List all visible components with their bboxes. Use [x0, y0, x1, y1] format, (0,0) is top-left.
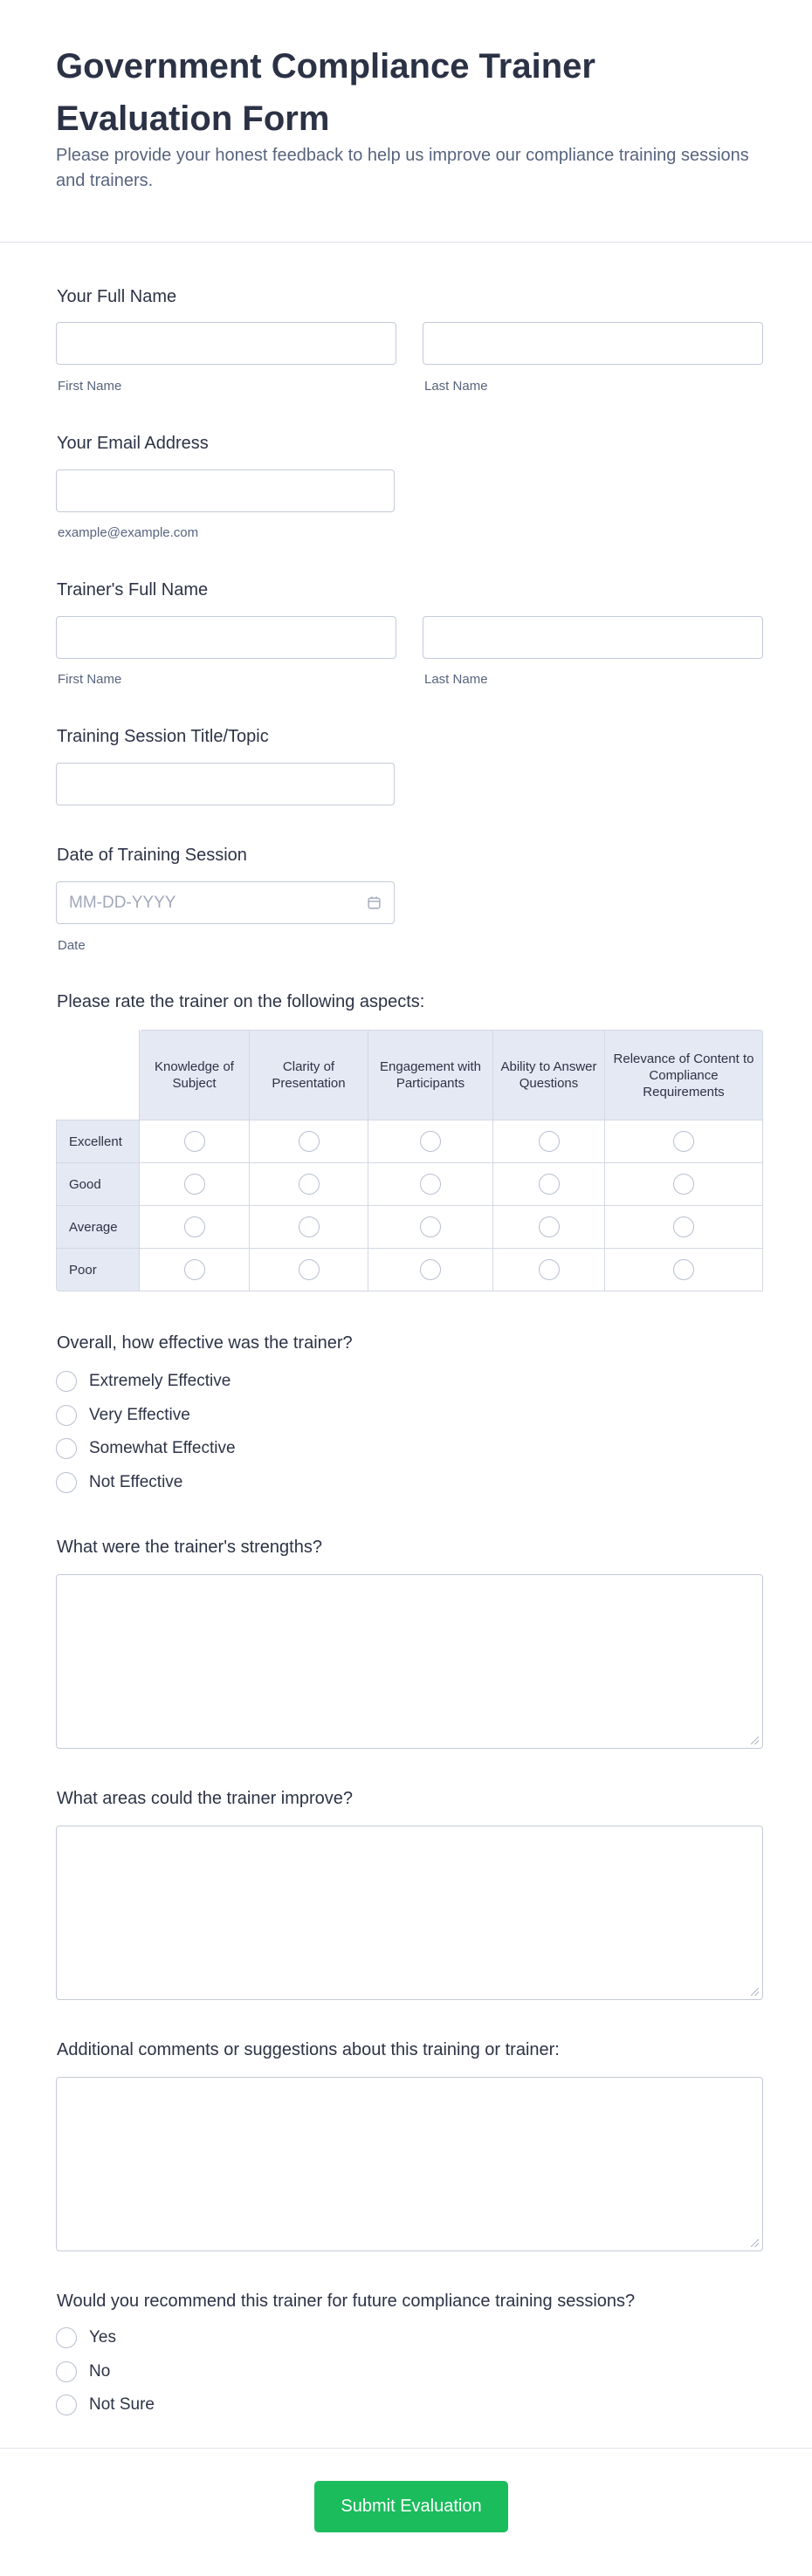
- effectiveness-label: Overall, how effective was the trainer?: [57, 1333, 353, 1353]
- rating-label: Please rate the trainer on the following aspects:: [57, 992, 425, 1011]
- radio-button[interactable]: [56, 1371, 77, 1392]
- header-divider: [0, 242, 812, 243]
- matrix-cell: [140, 1249, 250, 1291]
- matrix-row: [56, 1120, 763, 1163]
- radio-button[interactable]: [56, 2327, 77, 2348]
- option-label: Extremely Effective: [89, 1372, 231, 1390]
- effectiveness-option[interactable]: [56, 1438, 236, 1459]
- full-name-label: Your Full Name: [57, 287, 177, 306]
- recommend-label: Would you recommend this trainer for future compliance training sessions?: [57, 2292, 636, 2311]
- matrix-cell: [493, 1163, 605, 1206]
- matrix-cell: [493, 1120, 605, 1163]
- matrix-radio[interactable]: [184, 1216, 205, 1237]
- first-name-sublabel: First Name: [58, 379, 122, 394]
- matrix-radio[interactable]: [299, 1216, 320, 1237]
- matrix-cell: [605, 1206, 763, 1249]
- matrix-radio[interactable]: [539, 1174, 560, 1195]
- email-label: Your Email Address: [57, 434, 209, 453]
- trainer-name-label: Trainer's Full Name: [57, 580, 209, 599]
- matrix-radio[interactable]: [299, 1131, 320, 1152]
- matrix-column-header: Knowledge of Subject: [140, 1030, 250, 1120]
- matrix-cell: [368, 1206, 493, 1249]
- calendar-icon[interactable]: [367, 895, 382, 910]
- option-label: Not Sure: [89, 2395, 155, 2414]
- radio-button[interactable]: [56, 2361, 77, 2382]
- matrix-radio[interactable]: [673, 1174, 694, 1195]
- option-label: No: [89, 2361, 111, 2381]
- submit-button[interactable]: Submit Evaluation: [314, 2481, 508, 2532]
- matrix-cell: [605, 1120, 763, 1163]
- matrix-radio[interactable]: [420, 1216, 441, 1237]
- date-placeholder: MM-DD-YYYY: [69, 894, 176, 912]
- matrix-cell: [140, 1120, 250, 1163]
- effectiveness-option[interactable]: [56, 1371, 231, 1392]
- strengths-label: What were the trainer's strengths?: [57, 1538, 322, 1557]
- matrix-cell: [605, 1163, 763, 1206]
- last-name-input[interactable]: [423, 322, 763, 365]
- matrix-row: [56, 1206, 763, 1249]
- resize-handle[interactable]: [751, 1988, 759, 1996]
- trainer-last-name-sublabel: Last Name: [424, 672, 488, 687]
- matrix-radio[interactable]: [673, 1216, 694, 1237]
- comments-label: Additional comments or suggestions about this training or trainer:: [57, 2040, 560, 2059]
- matrix-cell: [140, 1206, 250, 1249]
- email-input[interactable]: [56, 469, 395, 512]
- matrix-cell: [368, 1120, 493, 1163]
- last-name-sublabel: Last Name: [424, 379, 488, 394]
- first-name-input[interactable]: [56, 322, 396, 365]
- matrix-row: [56, 1163, 763, 1206]
- matrix-cell: [250, 1206, 368, 1249]
- session-title-label: Training Session Title/Topic: [57, 727, 269, 746]
- matrix-row-label: Poor: [56, 1249, 140, 1291]
- improve-label: What areas could the trainer improve?: [57, 1789, 354, 1808]
- effectiveness-option[interactable]: [56, 1472, 182, 1493]
- matrix-cell: [368, 1163, 493, 1206]
- footer-divider: [0, 2448, 812, 2449]
- session-date-input[interactable]: [56, 881, 395, 924]
- recommend-option[interactable]: [56, 2327, 116, 2348]
- option-label: Somewhat Effective: [89, 1439, 236, 1457]
- option-label: Yes: [89, 2328, 116, 2346]
- session-title-input[interactable]: [56, 763, 395, 805]
- matrix-radio[interactable]: [184, 1259, 205, 1280]
- matrix-radio[interactable]: [420, 1131, 441, 1152]
- matrix-cell: [250, 1249, 368, 1291]
- matrix-cell: [250, 1163, 368, 1206]
- session-date-label: Date of Training Session: [57, 846, 247, 865]
- date-sublabel: Date: [58, 938, 86, 953]
- matrix-cell: [605, 1249, 763, 1291]
- email-sublabel: example@example.com: [58, 525, 199, 540]
- improve-textarea[interactable]: [56, 1826, 763, 2000]
- radio-button[interactable]: [56, 2394, 77, 2415]
- matrix-radio[interactable]: [299, 1174, 320, 1195]
- matrix-row: [56, 1249, 763, 1291]
- strengths-textarea[interactable]: [56, 1574, 763, 1749]
- matrix-radio[interactable]: [673, 1259, 694, 1280]
- matrix-radio[interactable]: [420, 1174, 441, 1195]
- matrix-radio[interactable]: [539, 1131, 560, 1152]
- matrix-radio[interactable]: [184, 1174, 205, 1195]
- matrix-radio[interactable]: [420, 1259, 441, 1280]
- resize-handle[interactable]: [751, 2239, 759, 2247]
- radio-button[interactable]: [56, 1405, 77, 1426]
- trainer-last-name-input[interactable]: [423, 616, 763, 659]
- matrix-cell: [140, 1163, 250, 1206]
- matrix-column-header: Relevance of Content to Compliance Requirements: [605, 1030, 763, 1120]
- radio-button[interactable]: [56, 1472, 77, 1493]
- matrix-cell: [493, 1249, 605, 1291]
- matrix-radio[interactable]: [184, 1131, 205, 1152]
- matrix-radio[interactable]: [539, 1259, 560, 1280]
- effectiveness-option[interactable]: [56, 1405, 190, 1426]
- trainer-first-name-sublabel: First Name: [58, 672, 122, 687]
- matrix-corner: [56, 1030, 140, 1120]
- matrix-column-header: Ability to Answer Questions: [493, 1030, 605, 1120]
- resize-handle[interactable]: [751, 1737, 759, 1744]
- recommend-option[interactable]: [56, 2361, 110, 2382]
- radio-button[interactable]: [56, 1438, 77, 1459]
- matrix-radio[interactable]: [673, 1131, 694, 1152]
- rating-matrix: [56, 1030, 763, 1291]
- form-title: Government Compliance Trainer Evaluation Form: [56, 47, 595, 138]
- option-label: Very Effective: [89, 1405, 190, 1424]
- comments-textarea[interactable]: [56, 2077, 763, 2251]
- trainer-first-name-input[interactable]: [56, 616, 396, 659]
- matrix-column-header: Clarity of Presentation: [250, 1030, 368, 1120]
- matrix-radio[interactable]: [299, 1259, 320, 1280]
- form-subtitle: Please provide your honest feedback to help us improve our compliance training sessions and trainers.: [56, 146, 749, 190]
- matrix-column-header: Engagement with Participants: [368, 1030, 493, 1120]
- matrix-row-label: Average: [56, 1206, 140, 1249]
- matrix-row-label: Excellent: [56, 1120, 140, 1163]
- matrix-row-label: Good: [56, 1163, 140, 1206]
- matrix-cell: [368, 1249, 493, 1291]
- matrix-radio[interactable]: [539, 1216, 560, 1237]
- matrix-cell: [493, 1206, 605, 1249]
- option-label: Not Effective: [89, 1472, 183, 1491]
- matrix-cell: [250, 1120, 368, 1163]
- recommend-option[interactable]: [56, 2394, 155, 2415]
